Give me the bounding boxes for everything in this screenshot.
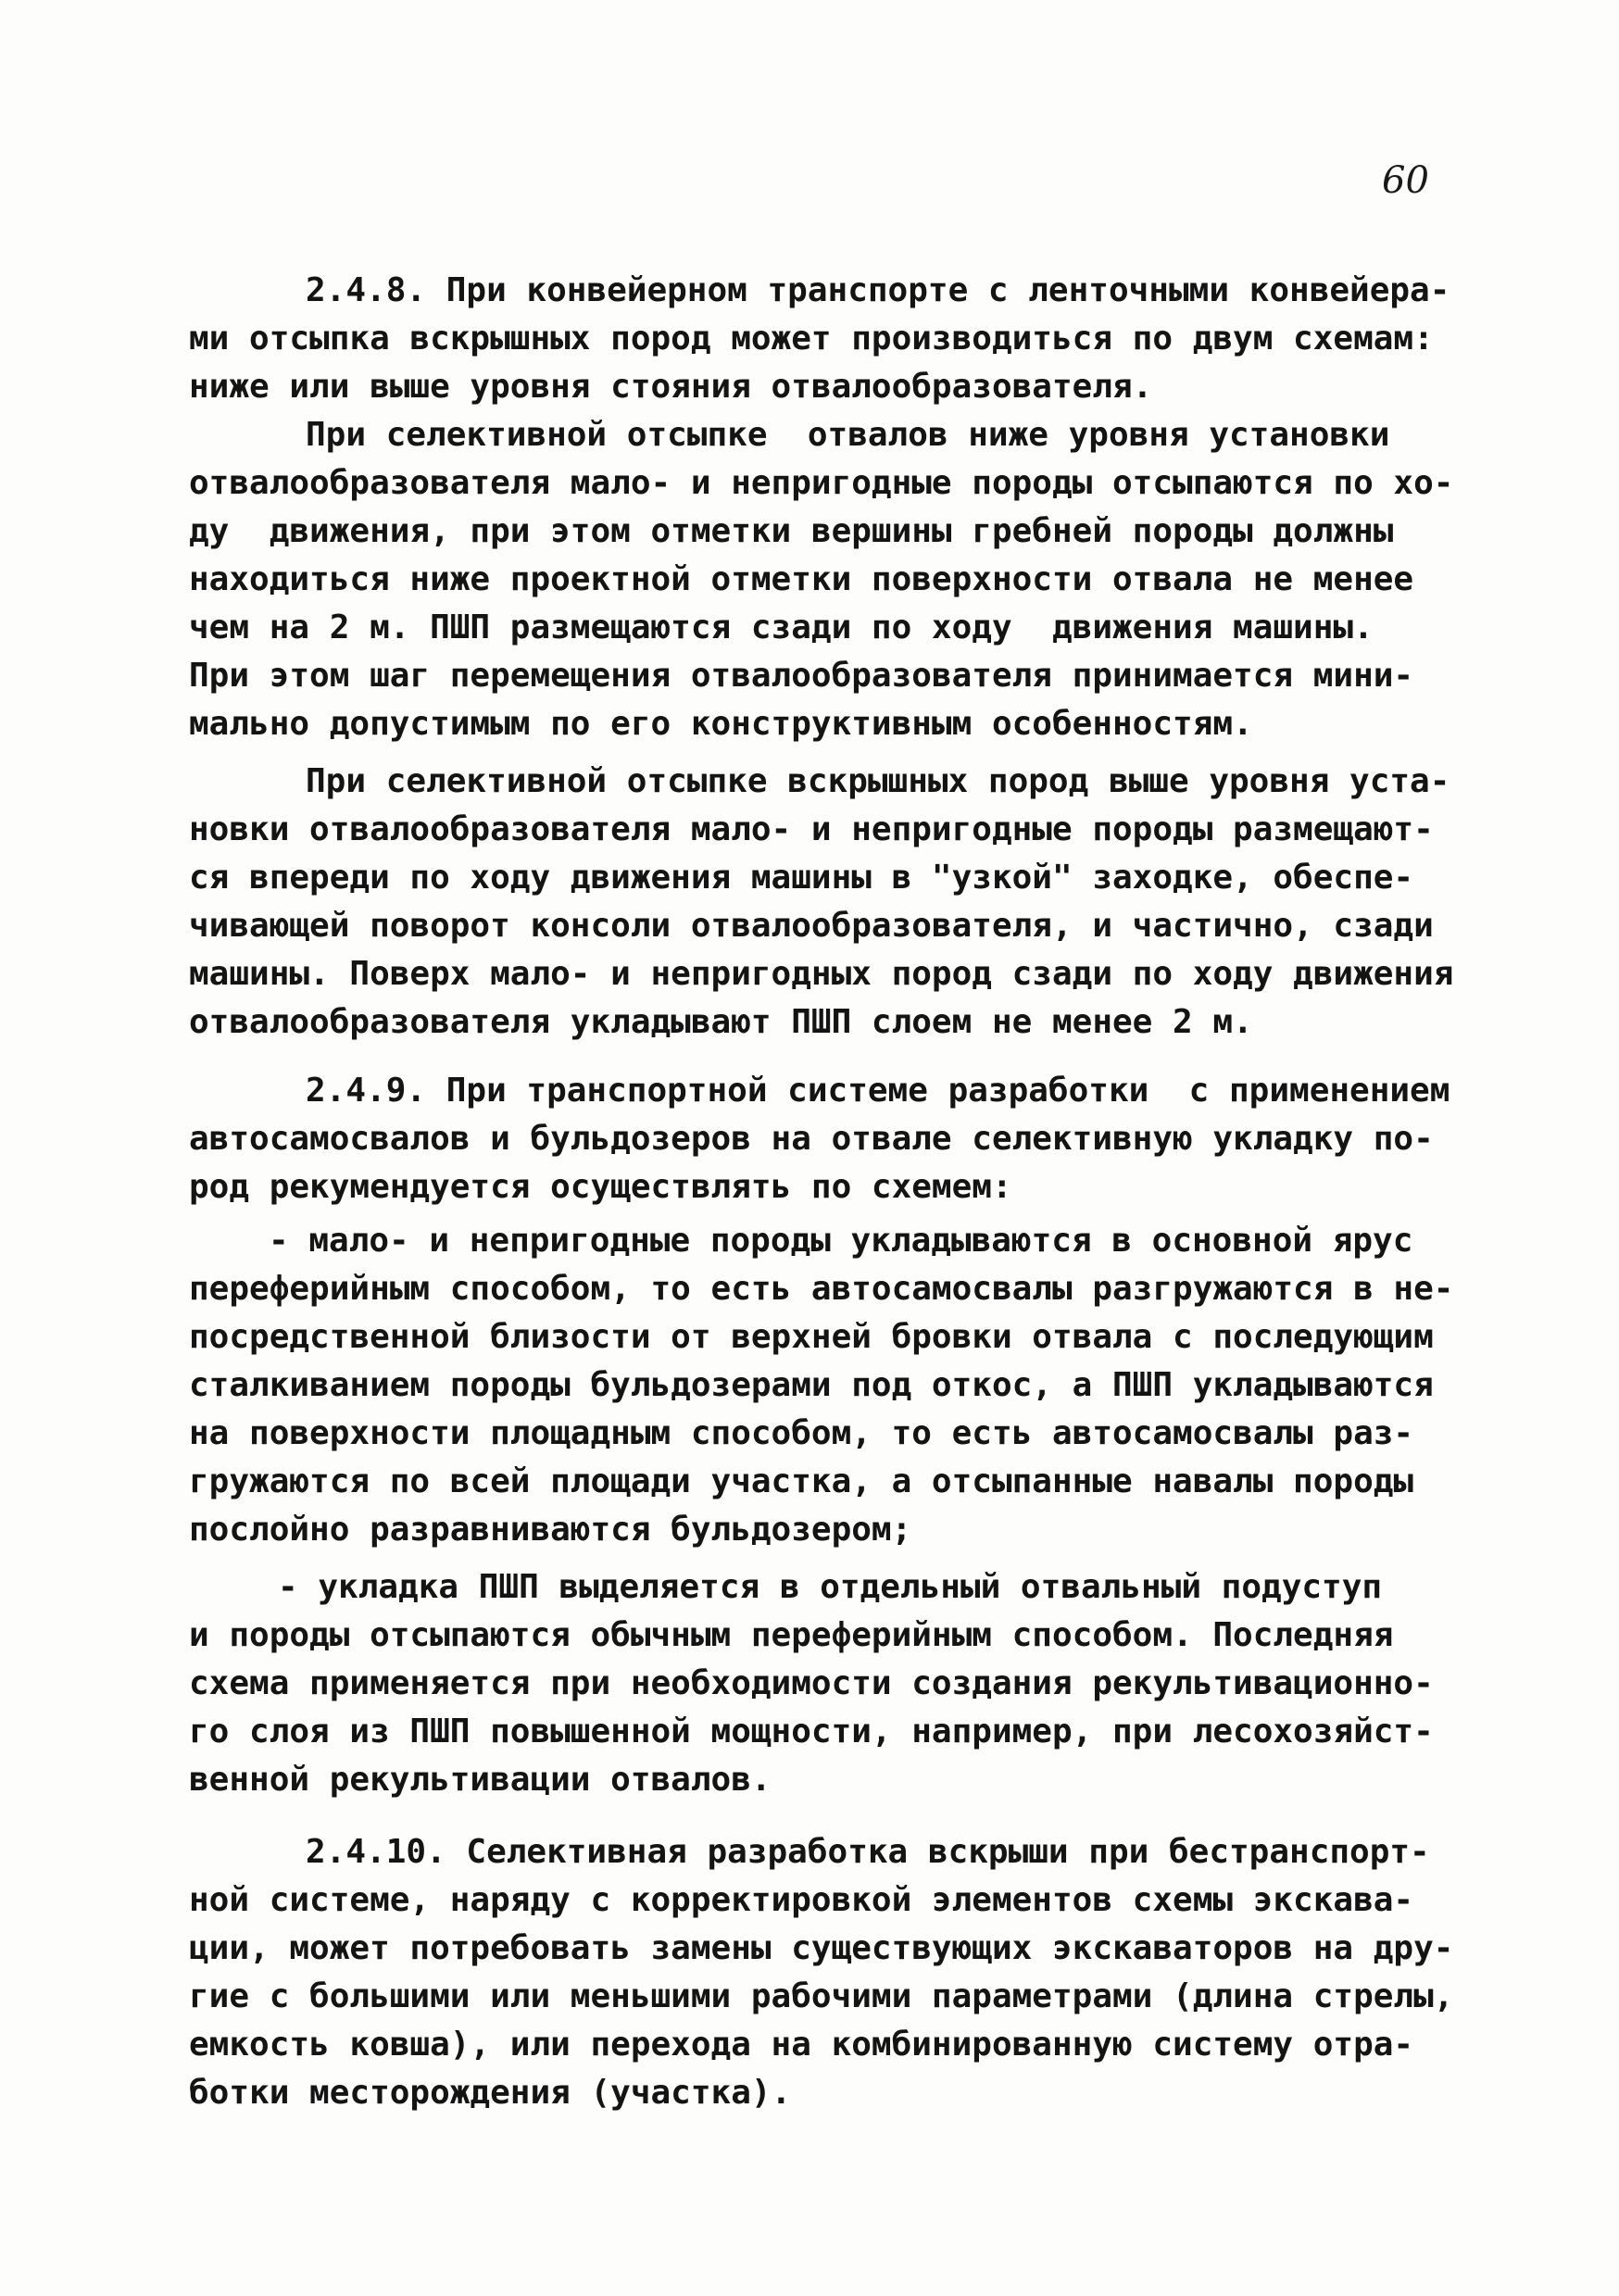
page-number: 60 [1382, 159, 1429, 202]
text-line: При селективной отсыпке вскрышных пород выше уровня уста- [306, 762, 1450, 800]
text-line: ной системе, наряду с корректировкой элементов схемы экскава- [189, 1881, 1414, 1919]
text-line: - укладка ПШП выделяется в отдельный отвальный подуступ [278, 1568, 1383, 1606]
text-line: - мало- и непригодные породы укладываются в основной ярус [269, 1222, 1413, 1260]
text-line: ми отсыпка вскрышных пород может производиться по двум схемам: [189, 320, 1434, 358]
text-line: отвалообразователя укладывают ПШП слоем не менее 2 м. [189, 1003, 1253, 1041]
text-line: ции, может потребовать замены существующих экскаваторов на дру- [189, 1929, 1454, 1967]
text-line: При этом шаг перемещения отвалообразователя принимается мини- [189, 657, 1414, 695]
text-line: ниже или выше уровня стояния отвалообразователя. [189, 368, 1153, 406]
text-line: ся впереди по ходу движения машины в "узкой" заходке, обеспе- [189, 859, 1414, 897]
text-line: венной рекультивации отвалов. [189, 1761, 772, 1799]
text-line: гружаются по всей площади участка, а отсыпанные навалы породы [189, 1462, 1414, 1500]
text-line: послойно разравниваются бульдозером; [189, 1511, 912, 1549]
text-line: находиться ниже проектной отметки поверхности отвала не менее [189, 560, 1414, 598]
text-line: ду движения, при этом отметки вершины гребней породы должны [189, 512, 1394, 550]
text-line: При селективной отсыпке отвалов ниже уровня установки [306, 416, 1390, 454]
text-line: 2.4.9. При транспортной системе разработки с применением [306, 1072, 1450, 1110]
text-line: род рекумендуется осуществлять по схемем: [189, 1168, 1012, 1206]
text-line: 2.4.8. При конвейерном транспорте с ленточными конвейера- [306, 271, 1450, 309]
text-line: сталкиванием породы бульдозерами под откос, а ПШП укладываются [189, 1366, 1434, 1404]
text-line: мально допустимым по его конструктивным особенностям. [189, 705, 1253, 743]
text-line: ботки месторождения (участка). [189, 2074, 792, 2112]
text-line: автосамосвалов и бульдозеров на отвале селективную укладку по- [189, 1120, 1434, 1158]
text-line: гие с большими или меньшими рабочими параметрами (длина стрелы, [189, 1977, 1454, 2015]
text-line: новки отвалообразователя мало- и непригодные породы размещают- [189, 810, 1434, 848]
text-line: го слоя из ПШП повышенной мощности, например, при лесохозяйст- [189, 1713, 1434, 1750]
text-line: чем на 2 м. ПШП размещаются сзади по ходу движения машины. [189, 609, 1374, 646]
text-line: емкость ковша), или перехода на комбинированную систему отра- [189, 2026, 1414, 2064]
text-line: схема применяется при необходимости создания рекультивационно- [189, 1664, 1434, 1702]
text-line: переферийным способом, то есть автосамосвалы разгружаются в не- [189, 1270, 1454, 1308]
text-line: машины. Поверх мало- и непригодных пород сзади по ходу движения [189, 955, 1454, 993]
text-line: 2.4.10. Селективная разработка вскрыши при бестранспорт- [306, 1833, 1430, 1871]
text-line: чивающей поворот консоли отвалообразователя, и частично, сзади [189, 907, 1434, 945]
text-line: посредственной близости от верхней бровки отвала с последующим [189, 1318, 1434, 1356]
text-line: на поверхности площадным способом, то есть автосамосвалы раз- [189, 1414, 1414, 1452]
text-line: отвалообразователя мало- и непригодные породы отсыпаются по хо- [189, 464, 1454, 502]
text-line: и породы отсыпаются обычным переферийным способом. Последняя [189, 1616, 1394, 1654]
